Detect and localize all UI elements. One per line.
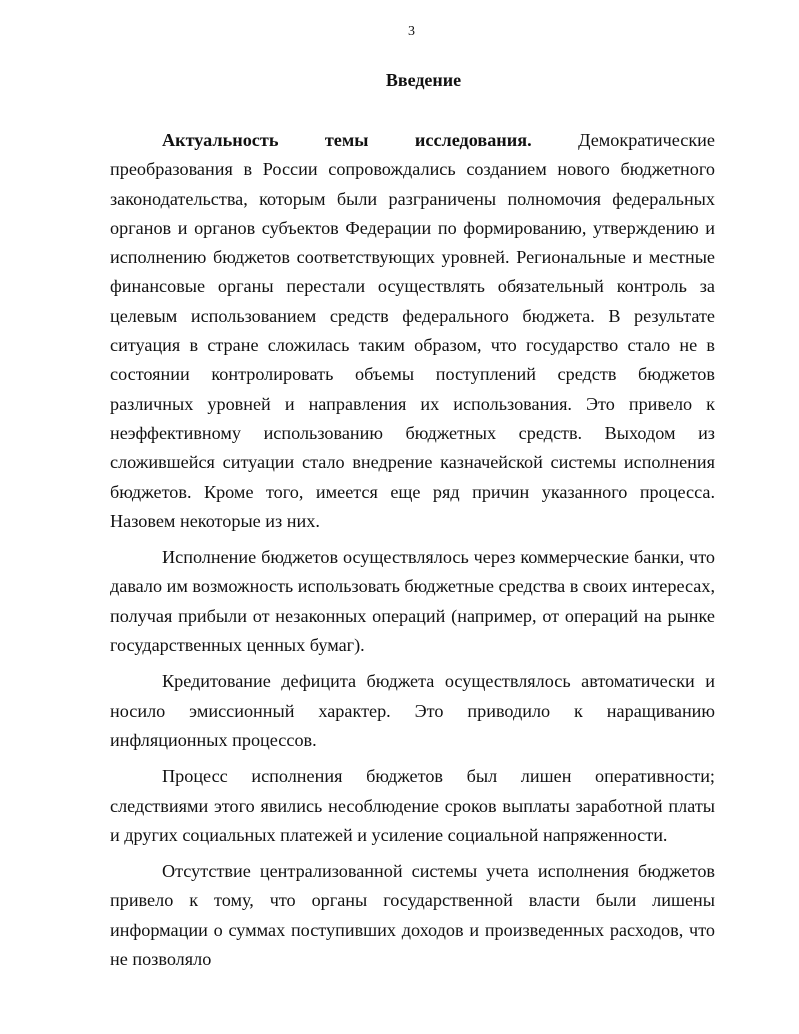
paragraph-lead: Актуальность темы исследования. (162, 130, 532, 150)
paragraph-accounting-system: Отсутствие централизованной системы учета исполнения бюджетов привело к тому, что органы государственной власти были лишены информации о суммах поступивших доходов и произведенных расходов, что не позволяло (110, 861, 715, 970)
paragraph-deficit-crediting: Кредитование дефицита бюджета осуществлялось автоматически и носило эмиссионный характер. Это приводило к наращиванию инфляционных процессов. (110, 671, 715, 750)
page-number: 3 (408, 24, 415, 39)
paragraph-text: Демократические преобразования в России сопровождались созданием нового бюджетного законодательства, которым были разграничены полномочия федеральных органов и органов субъектов Федерации по формированию, утверждению и исполнению бюджетов соответствующих уровней. Региональные и местные финансовые органы перестали осуществлять обязательный контроль за целевым использованием средств федерального бюджета. В результате ситуация в стране сложилась таким образом, что государство стало не в состоянии контролировать объемы поступлений средств бюджетов различных уровней и направления их использования. Это привело к неэффективному использованию бюджетных средств. Выходом из сложившейся ситуации стало внедрение казначейской системы исполнения бюджетов. Кроме того, имеется еще ряд причин указанного процесса. Назовем некоторые из них. (110, 130, 715, 531)
paragraph-budget-execution: Процесс исполнения бюджетов был лишен оперативности; следствиями этого явились несоблюдение сроков выплаты заработной платы и других социальных платежей и усиление социальной напряженности. (110, 766, 715, 845)
paragraph-commercial-banks: Исполнение бюджетов осуществлялось через коммерческие банки, что давало им возможность использовать бюджетные средства в своих интересах, получая прибыли от незаконных операций (например, от операций на рынке государственных ценных бумаг). (110, 547, 716, 656)
section-heading: Введение (385, 70, 462, 90)
paragraph-relevance (110, 126, 715, 536)
body-text (110, 126, 715, 974)
